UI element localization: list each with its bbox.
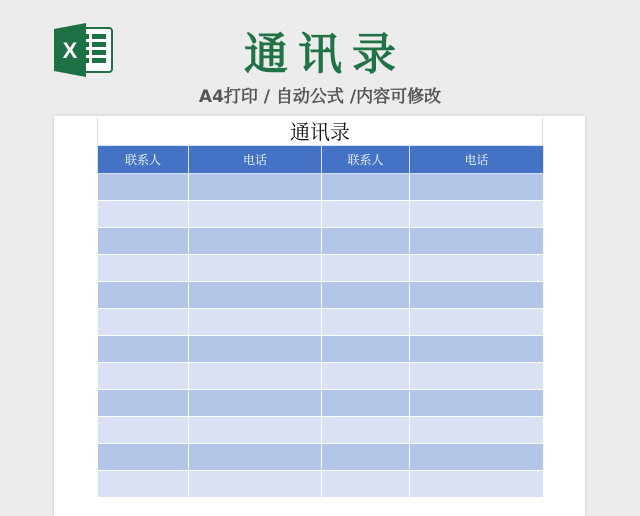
column-header-phone[interactable]: 电话 [410, 146, 544, 174]
table-header-row [98, 146, 544, 174]
table-row [98, 228, 544, 255]
column-header-phone[interactable]: 电话 [189, 146, 322, 174]
excel-icon-letter: X [62, 38, 78, 63]
table-row [98, 444, 544, 471]
cell-contact[interactable] [322, 390, 410, 417]
cell-contact[interactable] [98, 336, 189, 363]
cell-phone[interactable] [410, 174, 544, 201]
cell-phone[interactable] [189, 309, 322, 336]
cell-phone[interactable] [189, 255, 322, 282]
cell-contact[interactable] [322, 336, 410, 363]
contacts-table [97, 145, 544, 498]
cell-phone[interactable] [189, 336, 322, 363]
cell-phone[interactable] [410, 444, 544, 471]
cell-phone[interactable] [189, 282, 322, 309]
cell-contact[interactable] [98, 390, 189, 417]
column-header-contact[interactable]: 联系人 [322, 146, 410, 174]
cell-contact[interactable] [98, 174, 189, 201]
table-row [98, 363, 544, 390]
table-row [98, 255, 544, 282]
cell-contact[interactable] [322, 417, 410, 444]
cell-contact[interactable] [322, 363, 410, 390]
cell-phone[interactable] [189, 471, 322, 498]
cell-contact[interactable] [322, 174, 410, 201]
cell-contact[interactable] [322, 255, 410, 282]
cell-phone[interactable] [189, 444, 322, 471]
cell-contact[interactable] [98, 471, 189, 498]
cell-contact[interactable] [98, 201, 189, 228]
cell-phone[interactable] [189, 417, 322, 444]
cell-phone[interactable] [410, 336, 544, 363]
cell-contact[interactable] [98, 444, 189, 471]
cell-phone[interactable] [410, 201, 544, 228]
cell-phone[interactable] [410, 417, 544, 444]
page-title: 通讯录 [244, 29, 406, 80]
page-subtitle: A4打印 / 自动公式 /内容可修改 [198, 87, 442, 107]
table-row [98, 201, 544, 228]
cell-contact[interactable] [322, 309, 410, 336]
cell-contact[interactable] [98, 417, 189, 444]
cell-phone[interactable] [189, 390, 322, 417]
cell-contact[interactable] [98, 282, 189, 309]
cell-contact[interactable] [322, 228, 410, 255]
cell-contact[interactable] [98, 255, 189, 282]
cell-phone[interactable] [410, 309, 544, 336]
sheet-title[interactable]: 通讯录 [97, 118, 543, 145]
cell-phone[interactable] [189, 228, 322, 255]
table-row [98, 174, 544, 201]
cell-contact[interactable] [322, 201, 410, 228]
table-body [98, 174, 544, 498]
cell-phone[interactable] [410, 282, 544, 309]
cell-phone[interactable] [189, 363, 322, 390]
table-row [98, 282, 544, 309]
cell-phone[interactable] [410, 390, 544, 417]
spreadsheet [97, 118, 543, 498]
table-row [98, 417, 544, 444]
cell-phone[interactable] [410, 255, 544, 282]
cell-phone[interactable] [410, 228, 544, 255]
cell-contact[interactable] [322, 444, 410, 471]
table-row [98, 390, 544, 417]
cell-contact[interactable] [322, 282, 410, 309]
cell-contact[interactable] [98, 363, 189, 390]
cell-contact[interactable] [98, 228, 189, 255]
table-row [98, 336, 544, 363]
cell-phone[interactable] [189, 201, 322, 228]
cell-phone[interactable] [410, 471, 544, 498]
column-header-contact[interactable]: 联系人 [98, 146, 189, 174]
cell-contact[interactable] [98, 309, 189, 336]
cell-phone[interactable] [410, 363, 544, 390]
table-row [98, 471, 544, 498]
table-row [98, 309, 544, 336]
cell-phone[interactable] [189, 174, 322, 201]
cell-contact[interactable] [322, 471, 410, 498]
